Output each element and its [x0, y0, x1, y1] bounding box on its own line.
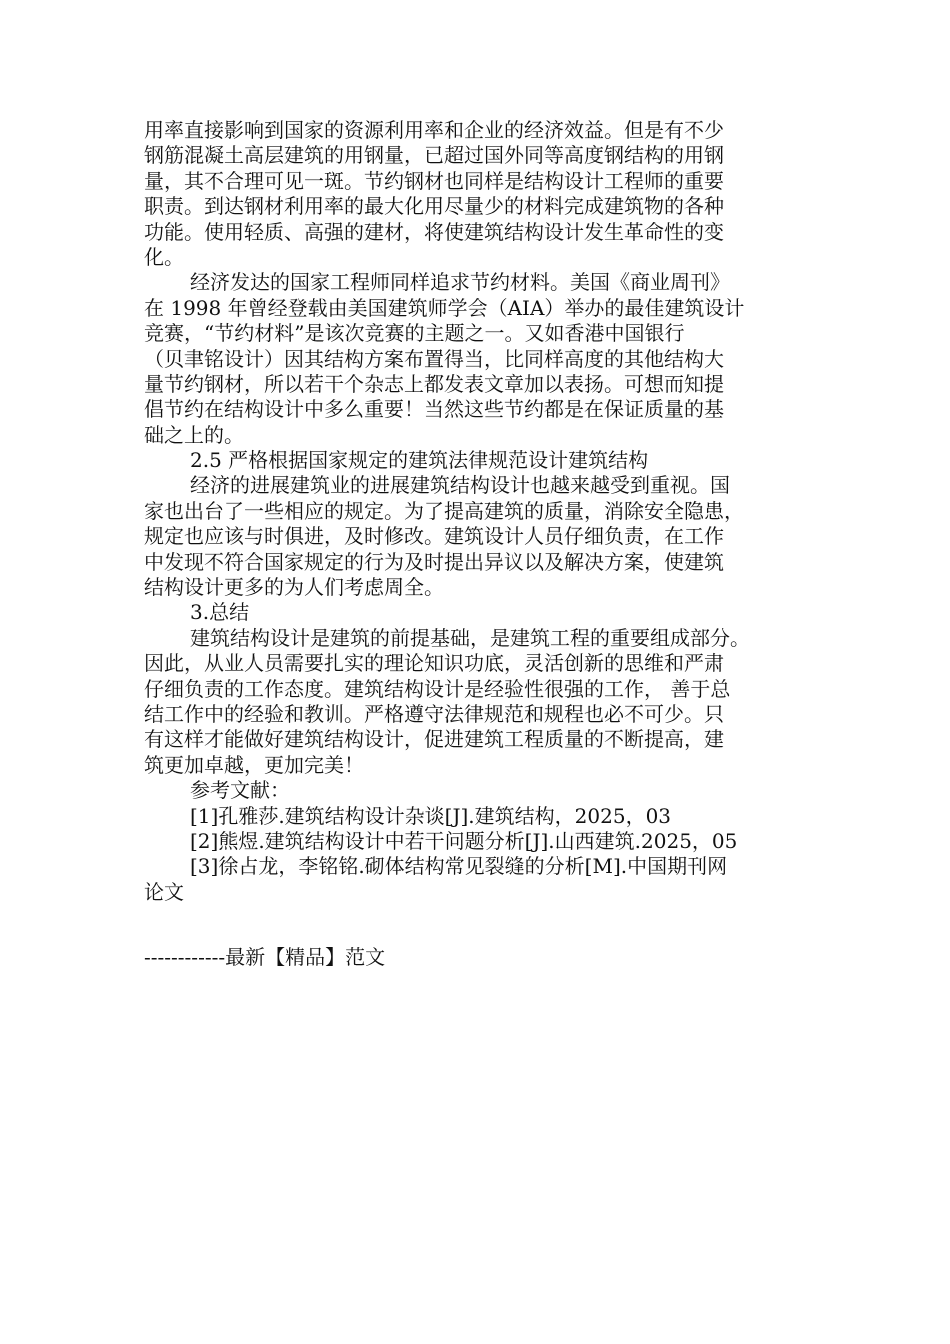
- text-line: 规定也应该与时俱进，及时修改。建筑设计人员仔细负责，在工作: [144, 524, 724, 549]
- paragraph: [144, 270, 808, 448]
- text-line: 竞赛，“节约材料”是该次竞赛的主题之一。又如香港中国银行: [144, 321, 685, 346]
- text-line: 结工作中的经验和教训。严格遵守法律规范和规程也必不可少。只: [144, 701, 724, 726]
- section-heading: [144, 600, 808, 625]
- text-line: [3]徐占龙，李铭铭.砌体结构常见裂缝的分析[M].中国期刊网: [190, 854, 728, 879]
- text-line: 论文: [144, 879, 184, 904]
- text-line: 建筑结构设计是建筑的前提基础，是建筑工程的重要组成部分。: [190, 625, 750, 650]
- text-line: 因此，从业人员需要扎实的理论知识功底，灵活创新的思维和严肃: [144, 651, 724, 676]
- text-line: 经济发达的国家工程师同样追求节约材料。美国《商业周刊》: [190, 270, 730, 295]
- text-line: 结构设计更多的为人们考虑周全。: [144, 575, 444, 600]
- document-body: [144, 118, 808, 905]
- text-line: 家也出台了一些相应的规定。为了提高建筑的质量，消除安全隐患，: [144, 498, 744, 523]
- text-line: 钢筋混凝土高层建筑的用钢量，已超过国外同等高度钢结构的用钢: [144, 143, 724, 168]
- reference-item: [144, 854, 808, 905]
- text-line: 础之上的。: [144, 422, 244, 447]
- text-line: 中发现不符合国家规定的行为及时提出异议以及解决方案，使建筑: [144, 549, 724, 574]
- reference-item: [144, 804, 808, 829]
- paragraph: [144, 118, 808, 270]
- text-line: 在 1998 年曾经登载由美国建筑师学会（AIA）举办的最佳建筑设计: [144, 295, 745, 320]
- footer-text: ------------最新【精品】范文: [144, 945, 386, 969]
- text-line: [1]孔雅莎.建筑结构设计杂谈[J].建筑结构，2025，03: [190, 803, 672, 828]
- text-line: 功能。使用轻质、高强的建材，将使建筑结构设计发生革命性的变: [144, 219, 724, 244]
- text-line: 仔细负责的工作态度。建筑结构设计是经验性很强的工作， 善于总: [144, 676, 731, 701]
- section-heading: [144, 448, 808, 473]
- paragraph: [144, 626, 808, 778]
- reference-item: [144, 829, 808, 854]
- text-line: 量，其不合理可见一斑。节约钢材也同样是结构设计工程师的重要: [144, 168, 724, 193]
- text-line: 倡节约在结构设计中多么重要！当然这些节约都是在保证质量的基: [144, 397, 724, 422]
- text-line: （贝聿铭设计）因其结构方案布置得当，比同样高度的其他结构大: [144, 346, 724, 371]
- references-heading: [144, 778, 808, 803]
- text-line: 2.5 严格根据国家规定的建筑法律规范设计建筑结构: [190, 448, 649, 473]
- text-line: 经济的进展建筑业的进展建筑结构设计也越来越受到重视。国: [190, 473, 730, 498]
- text-line: 有这样才能做好建筑结构设计，促进建筑工程质量的不断提高，建: [144, 727, 724, 752]
- text-line: 筑更加卓越，更加完美！: [144, 752, 364, 777]
- text-line: 参考文献：: [190, 778, 290, 803]
- text-line: 化。: [144, 244, 184, 269]
- paragraph: [144, 473, 808, 600]
- text-line: 3.总结: [190, 600, 250, 625]
- text-line: 职责。到达钢材利用率的最大化用尽量少的材料完成建筑物的各种: [144, 194, 724, 219]
- text-line: 量节约钢材，所以若干个杂志上都发表文章加以表扬。可想而知提: [144, 371, 724, 396]
- text-line: 用率直接影响到国家的资源利用率和企业的经济效益。但是有不少: [144, 118, 724, 142]
- text-line: [2]熊煜.建筑结构设计中若干问题分析[J].山西建筑.2025，05: [190, 828, 738, 853]
